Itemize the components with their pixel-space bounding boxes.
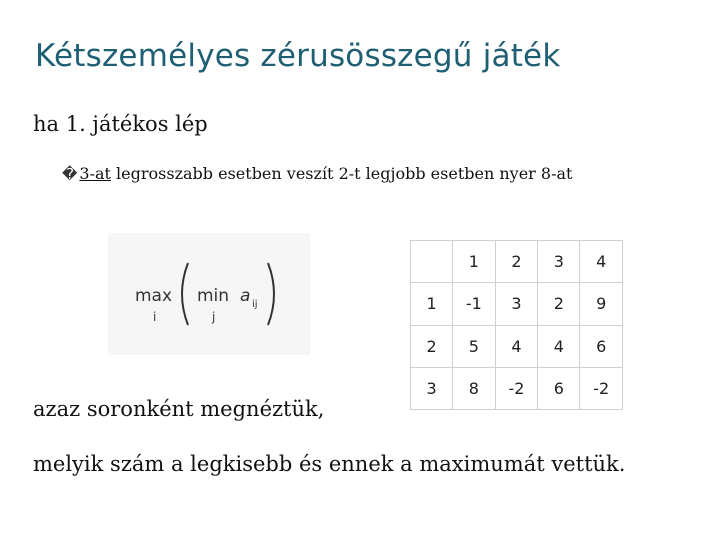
matrix-cell: 3 [495,283,538,325]
matrix-row [411,367,623,409]
formula-min: min [197,286,230,306]
bullet-main: ha 1. játékos lép [33,112,208,136]
formula-max: max [135,286,173,306]
bullet-sub-text: legrosszabb esetben veszít 2-t legjobb esetben nyer 8-at [110,164,573,183]
formula-min-index: j [212,310,216,324]
matrix-cell: 4 [538,325,580,367]
matrix-header-cell: 1 [453,241,496,283]
matrix-row-label: 3 [411,367,453,409]
payoff-matrix [410,240,623,410]
formula-left-paren [182,263,188,325]
formula-image [108,233,310,355]
formula-term: a [240,286,251,306]
matrix-cell: 9 [580,283,623,325]
slide-title: Kétszemélyes zérusösszegű játék [35,38,561,74]
matrix-header-cell: 2 [495,241,538,283]
matrix-table [410,240,623,410]
formula-term-index: ij [252,299,258,310]
formula-right-paren [268,263,274,325]
matrix-row [411,283,623,325]
matrix-row [411,325,623,367]
matrix-cell: 4 [495,325,538,367]
matrix-cell: 6 [538,367,580,409]
matrix-cell: -1 [453,283,496,325]
formula-svg [108,233,310,355]
conclusion-line-1: azaz soronként megnéztük, [33,397,325,421]
matrix-cell: -2 [580,367,623,409]
bullet-marker-icon: � [62,165,78,183]
bullet-sub-underlined: 3-at [79,164,111,183]
matrix-header-row [411,241,623,283]
matrix-header-cell: 3 [538,241,580,283]
conclusion-line-2: melyik szám a legkisebb és ennek a maximumát vettük. [33,452,626,476]
matrix-cell: 6 [580,325,623,367]
matrix-header-cell [411,241,453,283]
matrix-cell: 8 [453,367,496,409]
formula-max-index: i [153,310,157,324]
matrix-row-label: 2 [411,325,453,367]
bullet-sub [62,164,572,183]
matrix-cell: 5 [453,325,496,367]
matrix-header-cell: 4 [580,241,623,283]
matrix-cell: 2 [538,283,580,325]
matrix-row-label: 1 [411,283,453,325]
matrix-cell: -2 [495,367,538,409]
